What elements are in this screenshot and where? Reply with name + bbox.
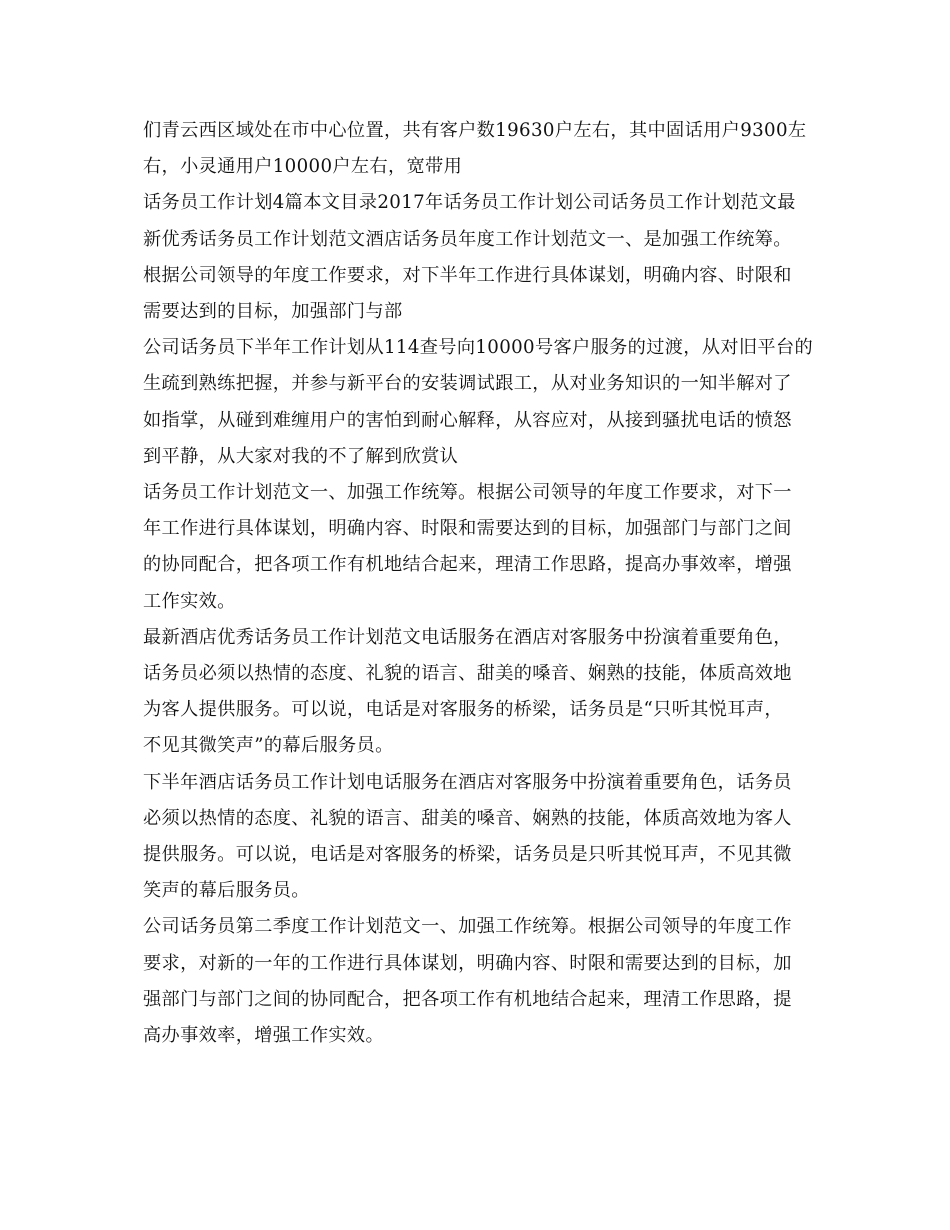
text-line: 年工作进行具体谋划，明确内容、时限和需要达到的目标，加强部门与部门之间 <box>143 518 792 540</box>
text-line: 根据公司领导的年度工作要求，对下半年工作进行具体谋划，明确内容、时限和 <box>143 264 792 286</box>
document-body <box>143 113 815 1054</box>
text-line: 高办事效率，增强工作实效。 <box>143 1025 384 1047</box>
paragraph-2 <box>143 185 815 330</box>
text-line: 右，小灵通用户10000户左右，宽带用 <box>143 156 463 178</box>
text-line: 强部门与部门之间的协同配合，把各项工作有机地结合起来，理清工作思路，提 <box>143 988 792 1010</box>
text-line: 最新酒店优秀话务员工作计划范文电话服务在酒店对客服务中扮演着重要角色， <box>143 626 792 648</box>
text-line: 话务员必须以热情的态度、礼貌的语言、甜美的嗓音、娴熟的技能，体质高效地 <box>143 663 792 685</box>
text-line: 生疏到熟练把握，并参与新平台的安装调试跟工，从对业务知识的一知半解对了 <box>143 373 792 395</box>
text-line: 的协同配合，把各项工作有机地结合起来，理清工作思路，提高办事效率，增强 <box>143 554 792 576</box>
text-line: 必须以热情的态度、礼貌的语言、甜美的嗓音、娴熟的技能，体质高效地为客人 <box>143 807 792 829</box>
text-line: 不见其微笑声”的幕后服务员。 <box>143 735 394 757</box>
paragraph-3 <box>143 330 815 475</box>
paragraph-6 <box>143 765 815 910</box>
text-line: 为客人提供服务。可以说，电话是对客服务的桥梁，话务员是“只听其悦耳声， <box>143 699 783 721</box>
paragraph-4 <box>143 475 815 620</box>
text-line: 公司话务员下半年工作计划从114查号向10000号客户服务的过渡，从对旧平台的 <box>143 337 814 359</box>
text-line: 公司话务员第二季度工作计划范文一、加强工作统筹。根据公司领导的年度工作 <box>143 916 792 938</box>
paragraph-1 <box>143 113 815 185</box>
paragraph-5 <box>143 620 815 765</box>
text-line: 笑声的幕后服务员。 <box>143 880 310 902</box>
text-line: 到平静，从大家对我的不了解到欣赏认 <box>143 445 459 467</box>
text-line: 如指掌，从碰到难缠用户的害怕到耐心解释，从容应对，从接到骚扰电话的愤怒 <box>143 409 792 431</box>
text-line: 话务员工作计划4篇本文目录2017年话务员工作计划公司话务员工作计划范文最 <box>143 192 796 214</box>
text-line: 下半年酒店话务员工作计划电话服务在酒店对客服务中扮演着重要角色，话务员 <box>143 771 792 793</box>
text-line: 提供服务。可以说，电话是对客服务的桥梁，话务员是只听其悦耳声，不见其微 <box>143 844 792 866</box>
text-line: 们青云西区域处在市中心位置，共有客户数19630户左右，其中固话用户9300左 <box>143 120 807 141</box>
text-line: 要求，对新的一年的工作进行具体谋划，明确内容、时限和需要达到的目标，加 <box>143 952 792 974</box>
text-line: 需要达到的目标，加强部门与部 <box>143 301 403 323</box>
paragraph-7 <box>143 909 815 1054</box>
text-line: 新优秀话务员工作计划范文酒店话务员年度工作计划范文一、是加强工作统筹。 <box>143 228 792 250</box>
text-line: 话务员工作计划范文一、加强工作统筹。根据公司领导的年度工作要求，对下一 <box>143 482 792 504</box>
text-line: 工作实效。 <box>143 590 236 612</box>
